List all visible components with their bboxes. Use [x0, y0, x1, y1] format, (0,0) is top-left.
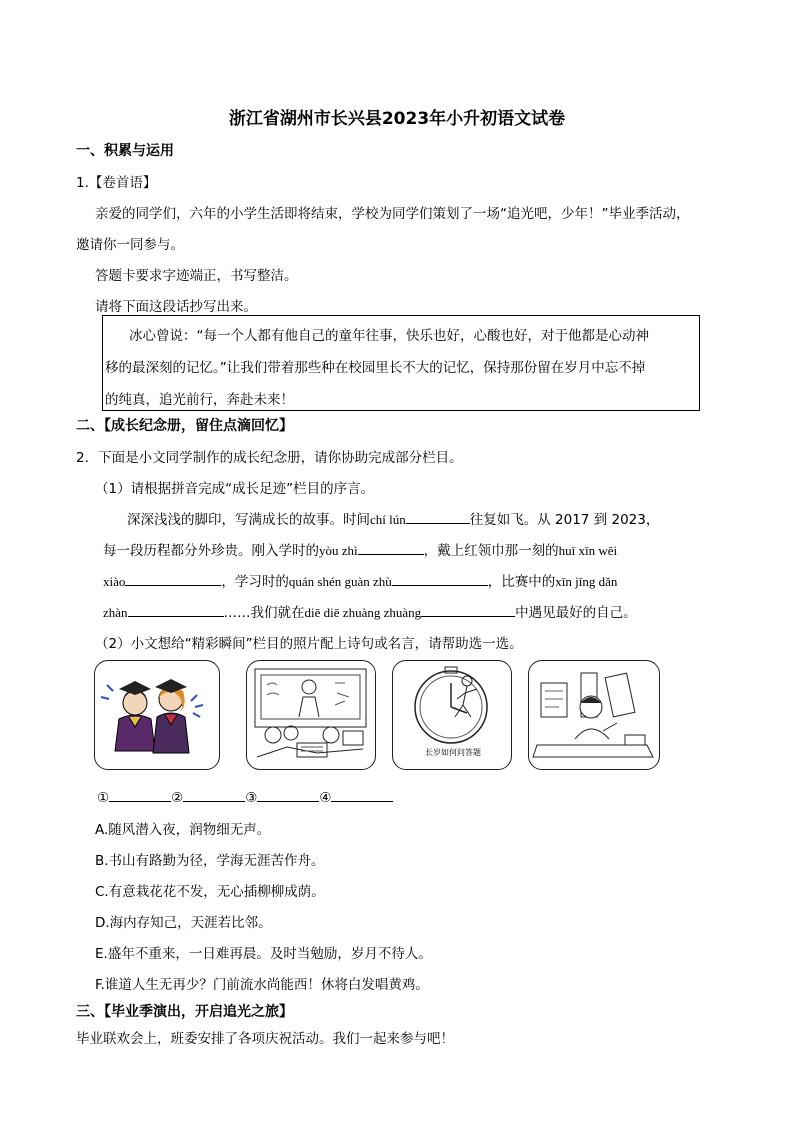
- studying-illustration: [529, 661, 658, 768]
- photo-classroom: [246, 660, 376, 770]
- clock-caption: 长岁如何问答题: [425, 748, 481, 757]
- section3-heading: 三、【毕业季演出，开启追光之旅】: [76, 1004, 293, 1020]
- pinyin: diē diē zhuàng zhuàng: [304, 605, 422, 620]
- answer-blank-3[interactable]: [257, 787, 319, 802]
- photo-studying: [528, 660, 660, 770]
- answer-blank[interactable]: [358, 540, 424, 555]
- pinyin: huī xīn wēi: [558, 543, 618, 558]
- exam-title: 浙江省湖州市长兴县2023年小升初语文试卷: [228, 109, 566, 129]
- paragraph1-line2: 邀请你一同参与。: [76, 237, 184, 253]
- fill-line4: zhàn ……我们就在diē diē zhuàng zhuàng 中遇见最好的自己。: [103, 601, 637, 621]
- option-d: D.海内存知己，天涯若比邻。: [95, 915, 272, 931]
- answer-blank[interactable]: [128, 602, 224, 617]
- section1-heading: 一、积累与运用: [76, 143, 174, 159]
- mark-1: ①: [97, 790, 110, 806]
- quote-box: [102, 315, 700, 411]
- answer-blank[interactable]: [392, 571, 488, 586]
- section3-intro: 毕业联欢会上，班委安排了各项庆祝活动。我们一起来参与吧！: [76, 1031, 454, 1047]
- photo-clock: [392, 660, 512, 770]
- paragraph2: 答题卡要求字迹端正，书写整洁。: [95, 268, 298, 284]
- mark-2: ②: [171, 790, 184, 806]
- quote-line1: 冰心曾说：“每一个人都有他自己的童年往事，快乐也好，心酸也好，对于他都是心动神: [129, 328, 649, 344]
- answer-blank[interactable]: [125, 571, 221, 586]
- classroom-illustration: [247, 661, 374, 768]
- photo-graduates: [94, 660, 220, 770]
- fill-line2: 每一段历程都分外珍贵。刚入学时的yòu zhì ，戴上红领巾那一刻的huī xīn wēi: [103, 539, 617, 559]
- paragraph1-line1: 亲爱的同学们，六年的小学生活即将结束，学校为同学们策划了一场“追光吧，少年！”毕业季活动，: [95, 206, 690, 222]
- answer-blank-4[interactable]: [331, 787, 393, 802]
- answer-blank[interactable]: [421, 602, 515, 617]
- subquestion2: （2）小文想给“精彩瞬间”栏目的照片配上诗句或名言，请帮助选一选。: [95, 636, 523, 652]
- pinyin: quán shén guàn zhù: [288, 574, 392, 589]
- option-b: B.书山有路勤为径，学海无涯苦作舟。: [95, 853, 325, 869]
- quote-line3: 的纯真，追光前行，奔赴未来！: [105, 392, 294, 408]
- pinyin: chí lún: [370, 512, 406, 527]
- pinyin: xīn jīng dǎn: [555, 574, 618, 589]
- answer-marks: [97, 787, 393, 806]
- mark-3: ③: [245, 790, 258, 806]
- paragraph3: 请将下面这段话抄写出来。: [95, 299, 257, 315]
- answer-blank-1[interactable]: [109, 787, 171, 802]
- question1-label: 1.【卷首语】: [76, 175, 157, 191]
- pinyin: zhàn: [103, 605, 128, 620]
- fill-line1: 深深浅浅的脚印，写满成长的故事。时间chí lún 往复如飞。从 2017 到 2023，: [127, 508, 659, 528]
- mark-4: ④: [319, 790, 332, 806]
- option-a: A.随风潜入夜，润物细无声。: [95, 822, 271, 838]
- pinyin: yòu zhì: [319, 543, 358, 558]
- pinyin: xiào: [103, 574, 126, 589]
- fill-line3: xiào ，学习时的quán shén guàn zhù ，比赛中的xīn jīng dǎn: [103, 570, 617, 590]
- graduates-illustration: [95, 661, 218, 768]
- option-f: F.谁道人生无再少？门前流水尚能西！休将白发唱黄鸡。: [95, 977, 429, 993]
- answer-blank-2[interactable]: [183, 787, 245, 802]
- section2-heading: 二、【成长纪念册，留住点滴回忆】: [76, 418, 293, 434]
- subquestion1: （1）请根据拼音完成“成长足迹”栏目的序言。: [95, 481, 375, 497]
- option-e: E.盛年不重来，一日难再晨。及时当勉励，岁月不待人。: [95, 946, 432, 962]
- answer-blank[interactable]: [406, 509, 470, 524]
- option-c: C.有意栽花花不发，无心插柳柳成荫。: [95, 884, 325, 900]
- question2-label: 2．下面是小文同学制作的成长纪念册，请你协助完成部分栏目。: [76, 450, 463, 466]
- quote-line2: 移的最深刻的记忆。”让我们带着那些种在校园里长不大的记忆，保持那份留在岁月中忘不掉: [105, 360, 646, 376]
